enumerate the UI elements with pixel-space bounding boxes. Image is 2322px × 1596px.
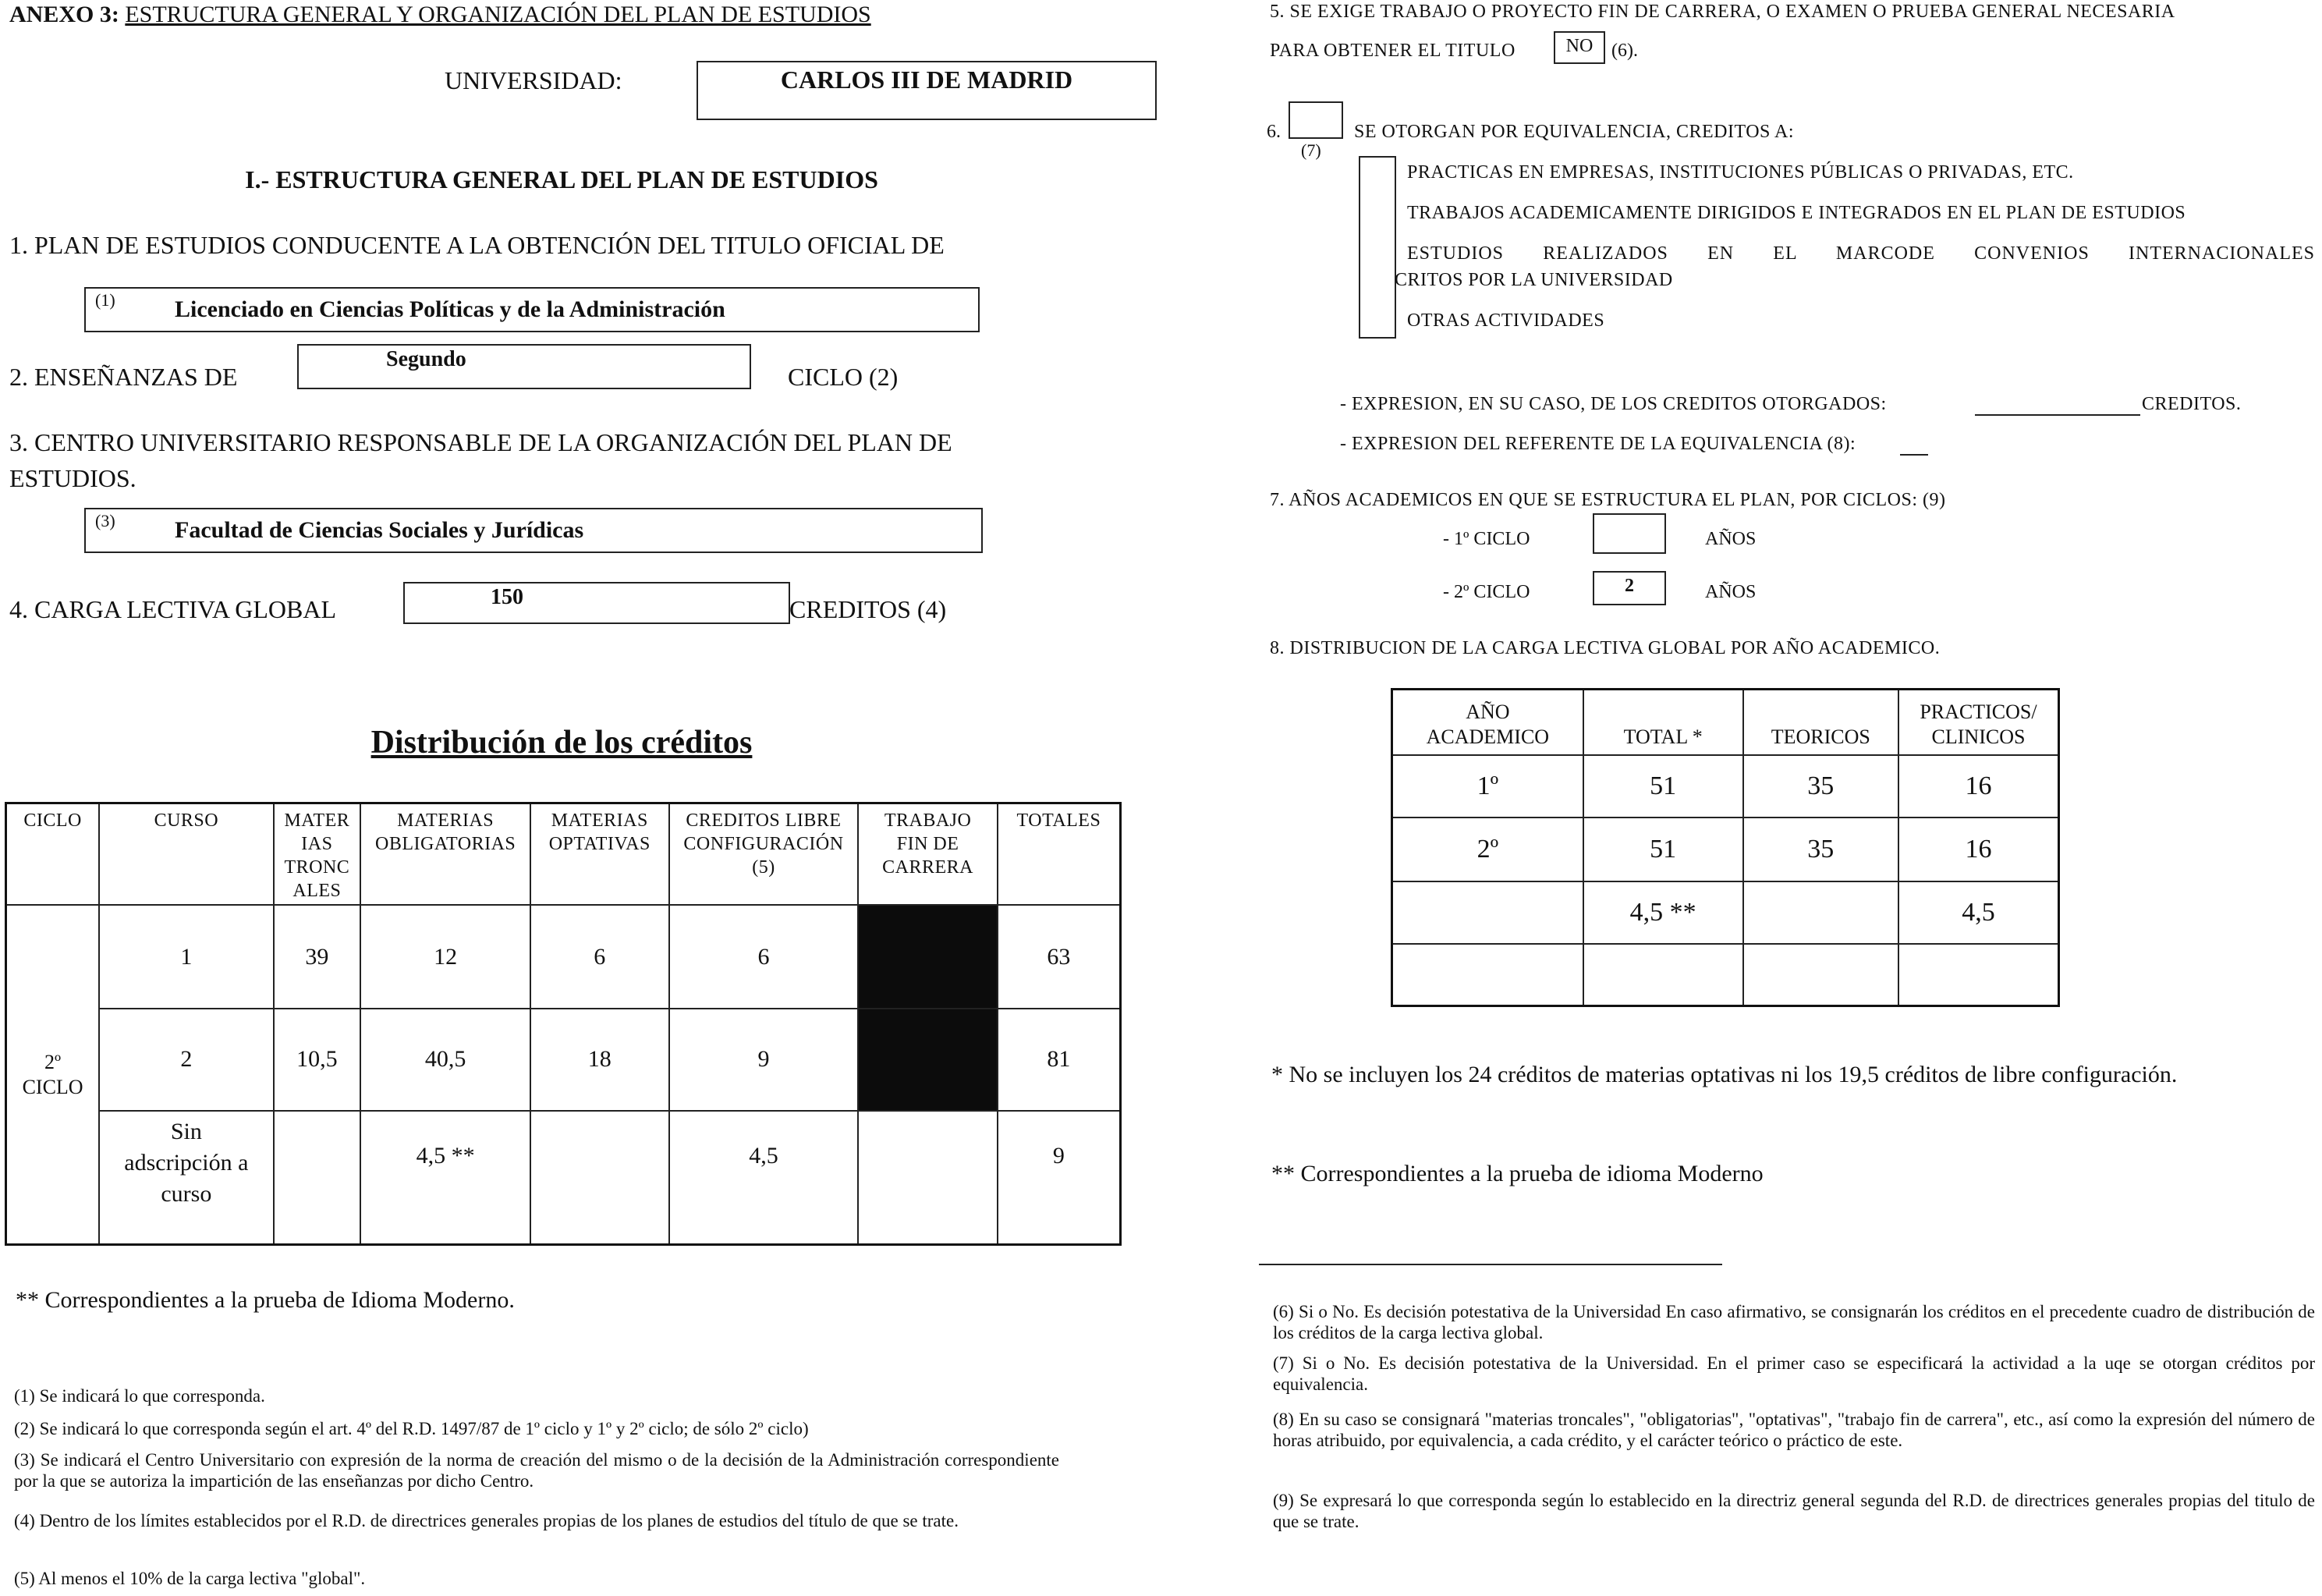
dist-cell: 63 — [998, 905, 1121, 1009]
ciclo2-label: - 2º CICLO — [1443, 582, 1530, 602]
carga-cell: 35 — [1743, 755, 1898, 818]
item6-option-3: ESTUDIOS REALIZADOS EN EL MARCODE CONVENIOS INTERNACIONALES — [1407, 243, 2315, 264]
table-row — [1392, 755, 2059, 818]
item5-line1: 5. SE EXIGE TRABAJO O PROYECTO FIN DE CARRERA, O EXAMEN O PRUEBA GENERAL NECESARIA — [1270, 2, 2175, 22]
table-row — [1392, 818, 2059, 881]
university-field — [697, 61, 1157, 120]
dist-cell — [530, 1111, 669, 1245]
table-row — [6, 905, 1121, 1009]
carga-cell — [1392, 881, 1583, 944]
table-row — [6, 1111, 1121, 1245]
carga-cell — [1743, 881, 1898, 944]
ciclo1-label: - 1º CICLO — [1443, 529, 1530, 549]
dist-cell: 40,5 — [360, 1009, 530, 1111]
dist-cell: 4,5 ** — [360, 1111, 530, 1245]
table-row — [6, 1009, 1121, 1111]
item6-options-bracket — [1359, 156, 1396, 339]
annex-label: ANEXO 3: — [9, 2, 119, 27]
dist-header-row — [6, 803, 1121, 906]
item3-ref: (3) — [95, 511, 115, 530]
item2-label: 2. ENSEÑANZAS DE — [9, 363, 238, 391]
footnote-4: (4) Dentro de los límites establecidos por el R.D. de directrices generales propias de los planes de estudios del título de que se trate. — [14, 1511, 959, 1530]
expr1-suffix: CREDITOS. — [2142, 394, 2242, 414]
item5-ref: (6). — [1611, 41, 1638, 61]
table-row — [1392, 944, 2059, 1006]
item8-label: 8. DISTRIBUCION DE LA CARGA LECTIVA GLOBAL POR AÑO ACADEMICO. — [1270, 638, 1941, 658]
carga-header-row — [1392, 690, 2059, 755]
footnote-2: (2) Se indicará lo que corresponda según el art. 4º del R.D. 1497/87 de 1º ciclo y 1º y 2º ciclo; de sólo 2º ciclo) — [14, 1419, 809, 1438]
item6-checkbox[interactable] — [1289, 101, 1343, 139]
dist-cell: 6 — [669, 905, 859, 1009]
item7-label: 7. AÑOS ACADEMICOS EN QUE SE ESTRUCTURA EL PLAN, POR CICLOS: (9) — [1270, 490, 1946, 510]
dist-cell: 2 — [99, 1009, 273, 1111]
expr2-label: - EXPRESION DEL REFERENTE DE LA EQUIVALENCIA (8): — [1340, 434, 1856, 454]
dist-cell-shaded — [858, 905, 998, 1009]
dist-header-optativas: MATERIAS OPTATIVAS — [530, 803, 669, 906]
carga-header-total: TOTAL * — [1583, 690, 1743, 755]
carga-cell — [1392, 944, 1583, 1006]
dist-cell: 4,5 — [669, 1111, 859, 1245]
dist-cell: 9 — [998, 1111, 1121, 1245]
carga-cell — [1898, 944, 2059, 1006]
dist-cell-shaded — [858, 1009, 998, 1111]
ciclo1-years-box — [1593, 513, 1666, 554]
item1-value: Licenciado en Ciencias Políticas y de la Administración — [175, 296, 725, 322]
footnote-9: (9) Se expresará lo que corresponda según lo establecido en la directriz general segunda del R.D. de directrices generales propias del titulo de que se trate. — [1273, 1491, 2315, 1531]
dist-header-libre: CREDITOS LIBRE CONFIGURACIÓN (5) — [669, 803, 859, 906]
carga-cell: 51 — [1583, 755, 1743, 818]
item3-value: Facultad de Ciencias Sociales y Jurídicas — [175, 517, 584, 543]
item6-option-3-cont: CRITOS POR LA UNIVERSIDAD — [1395, 270, 1673, 290]
item1-ref: (1) — [95, 290, 115, 310]
credits-distribution-table — [5, 802, 1122, 1246]
carga-cell: 51 — [1583, 818, 1743, 881]
carga-header-practicos: PRACTICOS/ CLINICOS — [1898, 690, 2059, 755]
dist-ciclo-cell: 2º CICLO — [6, 905, 100, 1244]
footnote-8: (8) En su caso se consignará "materias troncales", "obligatorias", "optativas", "trabajo fin de carrera", etc., así como la expresión del número de horas atribuido, por equivalencia, a cada crédito, y el carácter teórico o práctico de este. — [1273, 1410, 2315, 1450]
dist-cell: 10,5 — [274, 1009, 361, 1111]
dist-header-obligatorias: MATERIAS OBLIGATORIAS — [360, 803, 530, 906]
table-row — [1392, 881, 2059, 944]
item6-num: 6. — [1267, 122, 1281, 142]
dist-cell: 9 — [669, 1009, 859, 1111]
item4-value: 150 — [491, 585, 523, 609]
carga-cell — [1583, 944, 1743, 1006]
item6-text: SE OTORGAN POR EQUIVALENCIA, CREDITOS A: — [1354, 122, 1795, 142]
item1-label: 1. PLAN DE ESTUDIOS CONDUCENTE A LA OBTENCIÓN DEL TITULO OFICIAL DE — [9, 231, 945, 259]
footnote-6: (6) Si o No. Es decisión potestativa de la Universidad En caso afirmativo, se consignarán los créditos en el precedente cuadro de distribución de los créditos de la carga lectiva global. — [1273, 1302, 2315, 1342]
footnote-divider — [1259, 1264, 1722, 1265]
dist-note: ** Correspondientes a la prueba de Idioma Moderno. — [16, 1287, 515, 1313]
item3-line2: ESTUDIOS. — [9, 464, 136, 492]
item2-value: Segundo — [386, 347, 466, 371]
item2-field — [297, 344, 751, 389]
item4-field — [403, 582, 790, 624]
dist-cell — [274, 1111, 361, 1245]
dist-cell-curso-unassigned: Sin adscripción a curso — [99, 1111, 273, 1245]
item6-option-4: OTRAS ACTIVIDADES — [1407, 310, 1605, 331]
footnote-7: (7) Si o No. Es decisión potestativa de la Universidad. En el primer caso se especificará la actividad a la uqe se otorgan créditos por equivalencia. — [1273, 1353, 2315, 1394]
carga-header-teoricos: TEORICOS — [1743, 690, 1898, 755]
carga-cell: 2º — [1392, 818, 1583, 881]
dist-header-ciclo: CICLO — [6, 803, 100, 906]
dist-header-curso: CURSO — [99, 803, 273, 906]
carga-cell: 35 — [1743, 818, 1898, 881]
carga-header-ano: AÑO ACADEMICO — [1392, 690, 1583, 755]
annex-heading — [9, 2, 871, 28]
item6-option-1: PRACTICAS EN EMPRESAS, INSTITUCIONES PÚBLICAS O PRIVADAS, ETC. — [1407, 162, 2074, 183]
item5-value: NO — [1565, 36, 1593, 56]
carga-cell: 16 — [1898, 755, 2059, 818]
ciclo2-years-box — [1593, 571, 1666, 605]
dist-cell: 18 — [530, 1009, 669, 1111]
item2-suffix: CICLO (2) — [788, 363, 899, 391]
carga-cell: 4,5 — [1898, 881, 2059, 944]
item5-answer-box — [1554, 31, 1605, 64]
dist-cell — [858, 1111, 998, 1245]
carga-note-1: * No se incluyen los 24 créditos de materias optativas ni los 19,5 créditos de libre configuración. — [1271, 1062, 2178, 1087]
dist-header-trabajo: TRABAJO FIN DE CARRERA — [858, 803, 998, 906]
dist-cell: 12 — [360, 905, 530, 1009]
carga-cell: 16 — [1898, 818, 2059, 881]
expr2-blank — [1900, 454, 1928, 456]
item3-line1: 3. CENTRO UNIVERSITARIO RESPONSABLE DE LA ORGANIZACIÓN DEL PLAN DE — [9, 428, 952, 456]
dist-title: Distribución de los créditos — [370, 725, 753, 761]
item3-field — [84, 508, 983, 553]
carga-cell: 1º — [1392, 755, 1583, 818]
item6-ref: (7) — [1301, 140, 1321, 160]
university-value: CARLOS III DE MADRID — [780, 66, 1073, 94]
item4-label: 4. CARGA LECTIVA GLOBAL — [9, 595, 336, 623]
footnote-1: (1) Se indicará lo que corresponda. — [14, 1386, 265, 1406]
section-title: I.- ESTRUCTURA GENERAL DEL PLAN DE ESTUDIOS — [245, 165, 878, 193]
carga-cell: 4,5 ** — [1583, 881, 1743, 944]
ciclo2-years-label: AÑOS — [1705, 582, 1757, 602]
dist-header-totales: TOTALES — [998, 803, 1121, 906]
ciclo1-years-label: AÑOS — [1705, 529, 1757, 549]
dist-cell: 39 — [274, 905, 361, 1009]
dist-cell: 81 — [998, 1009, 1121, 1111]
dist-cell: 1 — [99, 905, 273, 1009]
item6-option-2: TRABAJOS ACADEMICAMENTE DIRIGIDOS E INTEGRADOS EN EL PLAN DE ESTUDIOS — [1407, 203, 2186, 223]
item4-suffix: CREDITOS (4) — [789, 595, 947, 623]
item1-field — [84, 287, 980, 332]
item5-line2: PARA OBTENER EL TITULO — [1270, 41, 1516, 61]
carga-note-2: ** Correspondientes a la prueba de idioma Moderno — [1271, 1161, 1764, 1186]
carga-cell — [1743, 944, 1898, 1006]
ciclo2-value: 2 — [1625, 576, 1634, 596]
footnote-3: (3) Se indicará el Centro Universitario con expresión de la norma de creación del mismo o de la decisión de la Administración correspondiente por la que se autoriza la impartición de las enseñanzas por dicho Centro. — [14, 1450, 1059, 1491]
annex-title: ESTRUCTURA GENERAL Y ORGANIZACIÓN DEL PLAN DE ESTUDIOS — [125, 2, 871, 27]
university-label: UNIVERSIDAD: — [445, 66, 622, 94]
expr1-blank — [1975, 414, 2140, 416]
footnote-5: (5) Al menos el 10% de la carga lectiva "global". — [14, 1569, 366, 1588]
dist-cell: 6 — [530, 905, 669, 1009]
dist-header-troncales: MATER IAS TRONC ALES — [274, 803, 361, 906]
expr1-label: - EXPRESION, EN SU CASO, DE LOS CREDITOS OTORGADOS: — [1340, 394, 1887, 414]
annual-load-table — [1391, 688, 2060, 1007]
